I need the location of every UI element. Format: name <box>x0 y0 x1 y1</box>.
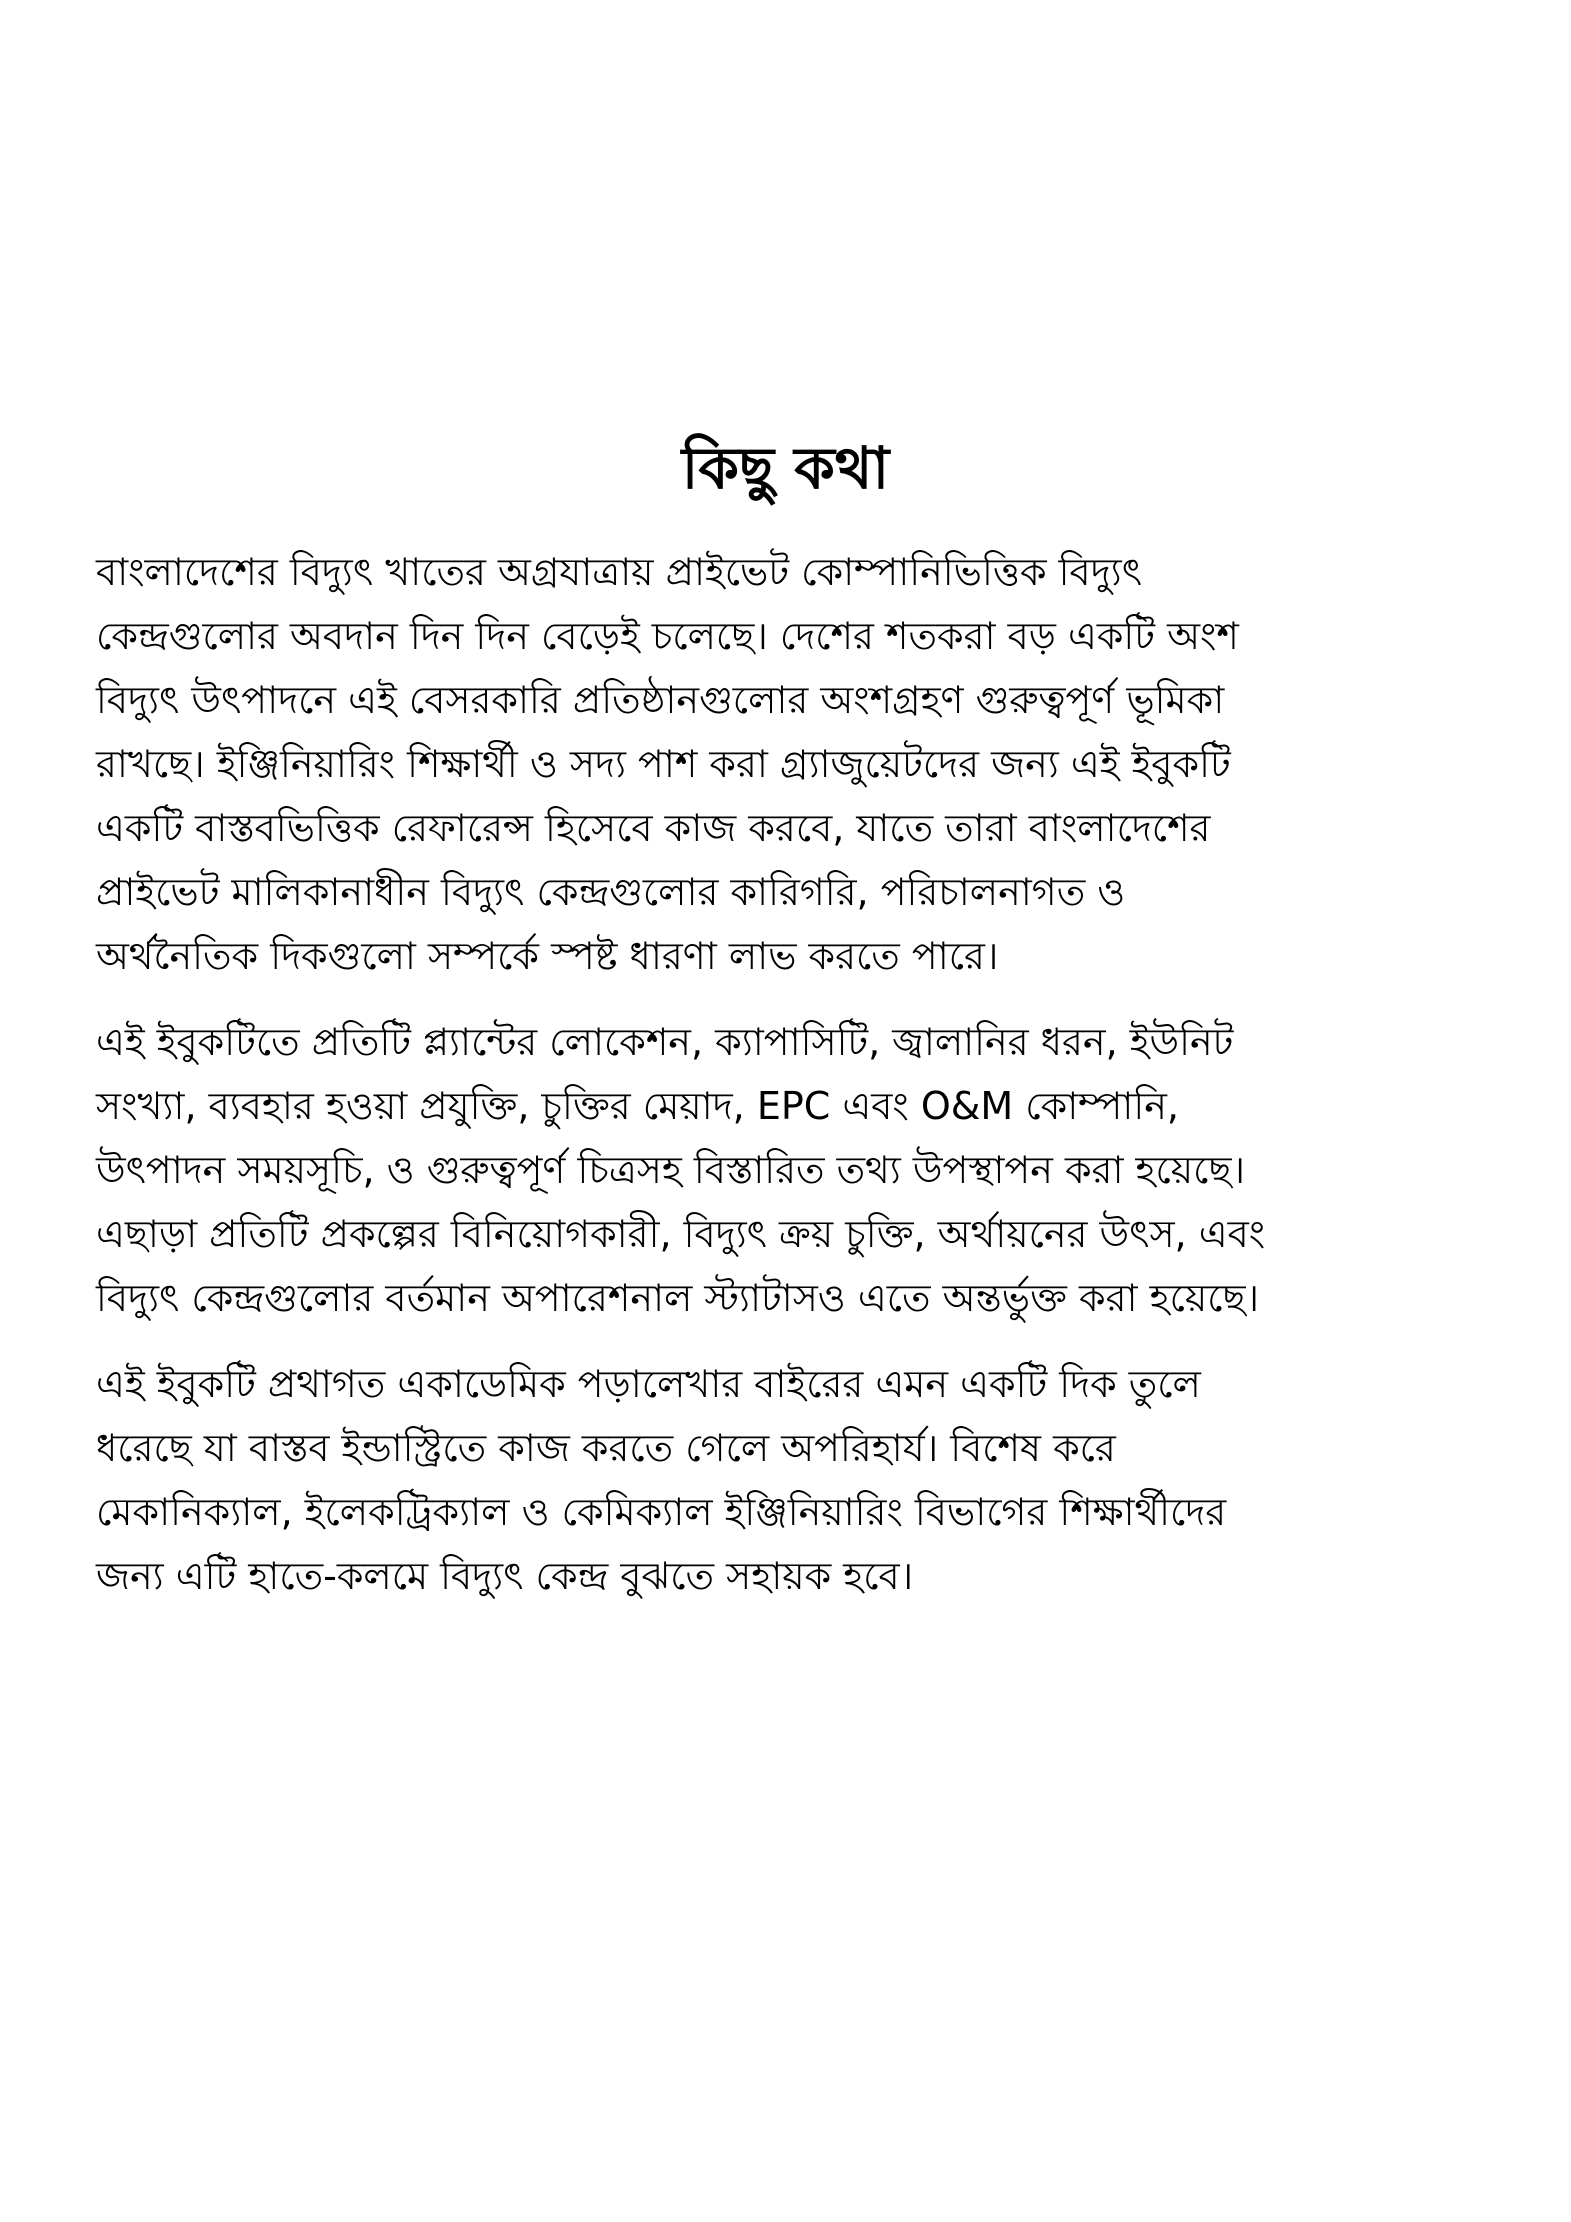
text-line: সংখ্যা, ব্যবহার হওয়া প্রযুক্তি, চুক্তির মেয়াদ, EPC এবং O&M কোম্পানি, <box>96 1084 1179 1128</box>
text-line: রাখছে। ইঞ্জিনিয়ারিং শিক্ষার্থী ও সদ্য পাশ করা গ্র্যাজুয়েটদের জন্য এই ইবুকটি <box>96 742 1231 786</box>
text-line: উৎপাদন সময়সূচি, ও গুরুত্বপূর্ণ চিত্রসহ বিস্তারিত তথ্য উপস্থাপন করা হয়েছে। <box>96 1148 1246 1192</box>
page-title: কিছু কথা <box>681 434 890 502</box>
text-line: প্রাইভেট মালিকানাধীন বিদ্যুৎ কেন্দ্রগুলোর কারিগরি, পরিচালনাগত ও <box>96 870 1126 914</box>
text-line: মেকানিক্যাল, ইলেকট্রিক্যাল ও কেমিক্যাল ইঞ্জিনিয়ারিং বিভাগের শিক্ষার্থীদের <box>96 1490 1227 1534</box>
text-line: এই ইবুকটি প্রথাগত একাডেমিক পড়ালেখার বাইরের এমন একটি দিক তুলে <box>96 1362 1201 1406</box>
text-line: বিদ্যুৎ কেন্দ্রগুলোর বর্তমান অপারেশনাল স্ট্যাটাসও এতে অন্তর্ভুক্ত করা হয়েছে। <box>96 1276 1260 1320</box>
paragraph-2 <box>96 1010 1496 1330</box>
text-line: কেন্দ্রগুলোর অবদান দিন দিন বেড়েই চলেছে। দেশের শতকরা বড় একটি অংশ <box>96 614 1239 658</box>
paragraph-3 <box>96 1352 1496 1608</box>
paragraph-1 <box>96 540 1496 988</box>
text-line: বিদ্যুৎ উৎপাদনে এই বেসরকারি প্রতিষ্ঠানগুলোর অংশগ্রহণ গুরুত্বপূর্ণ ভূমিকা <box>96 678 1225 722</box>
text-line: অর্থনৈতিক দিকগুলো সম্পর্কে স্পষ্ট ধারণা লাভ করতে পারে। <box>96 934 999 978</box>
text-line: জন্য এটি হাতে-কলমে বিদ্যুৎ কেন্দ্র বুঝতে সহায়ক হবে। <box>96 1554 914 1598</box>
text-line: একটি বাস্তবভিত্তিক রেফারেন্স হিসেবে কাজ করবে, যাতে তারা বাংলাদেশের <box>96 806 1211 850</box>
text-line: এছাড়া প্রতিটি প্রকল্পের বিনিয়োগকারী, বিদ্যুৎ ক্রয় চুক্তি, অর্থায়নের উৎস, এবং <box>96 1212 1266 1256</box>
text-line: এই ইবুকটিতে প্রতিটি প্ল্যান্টের লোকেশন, ক্যাপাসিটি, জ্বালানির ধরন, ইউনিট <box>96 1020 1234 1064</box>
text-line: ধরেছে যা বাস্তব ইন্ডাস্ট্রিতে কাজ করতে গেলে অপরিহার্য। বিশেষ করে <box>96 1426 1116 1470</box>
body-text <box>96 540 1496 1630</box>
text-line: বাংলাদেশের বিদ্যুৎ খাতের অগ্রযাত্রায় প্রাইভেট কোম্পানিভিত্তিক বিদ্যুৎ <box>96 550 1142 594</box>
